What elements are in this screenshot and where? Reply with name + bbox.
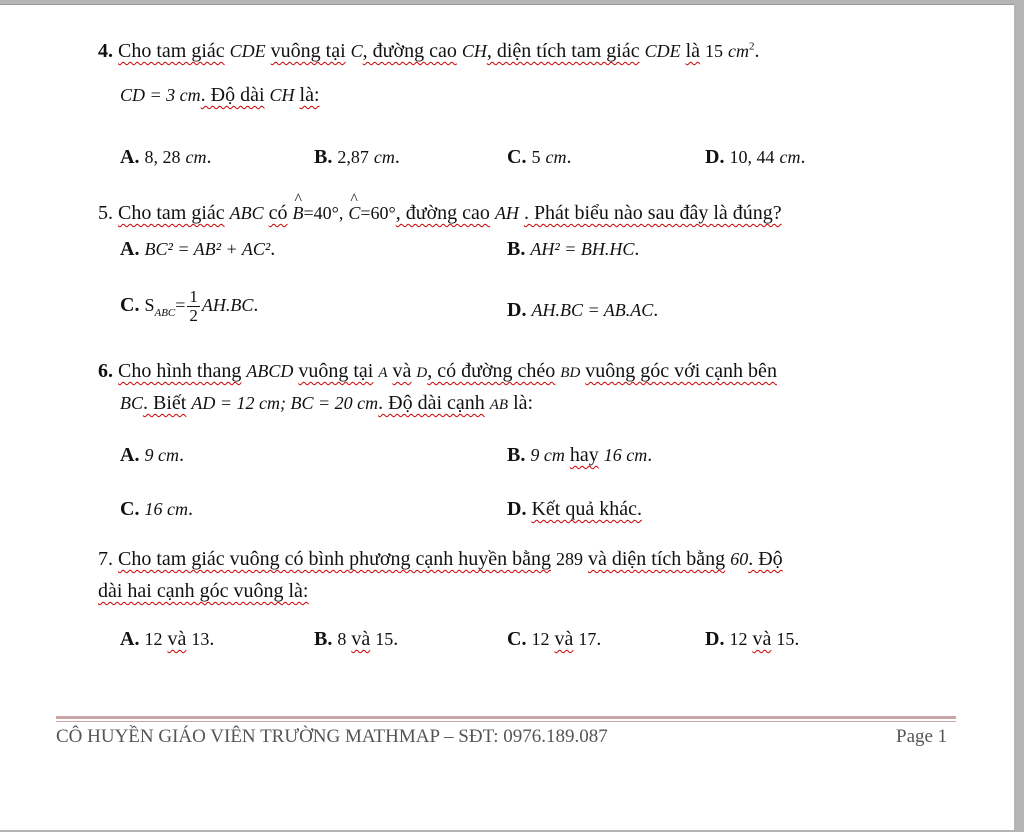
page-number: Page 1 <box>896 726 948 747</box>
q4-math: CH <box>269 85 295 105</box>
option-end: . <box>253 294 259 317</box>
option-letter: C. <box>120 294 140 317</box>
q6-text: vuông góc với cạnh bên <box>585 360 777 382</box>
option-value: S <box>144 295 155 316</box>
option-letter: A. <box>120 238 140 260</box>
q5-option-c[interactable] <box>120 288 258 325</box>
option-value: AH² = BH.HC <box>530 239 635 259</box>
q4-text: . Độ dài <box>200 84 265 106</box>
q4-text: vuông tại <box>270 40 346 62</box>
q5-text: , đường cao <box>395 202 490 224</box>
q4-text: , diện tích tam giác <box>486 40 640 62</box>
q6-text: , có đường chéo <box>427 360 556 382</box>
option-value: 12 <box>531 629 550 649</box>
option-value: BC² = AB² + AC² <box>144 239 271 259</box>
q6-math: AD = 12 cm; BC = 20 cm <box>191 393 379 413</box>
option-value: 15 <box>776 629 795 649</box>
q6-math: AB <box>489 397 509 413</box>
q7-option-c[interactable] <box>507 628 601 651</box>
option-end: . <box>187 498 193 520</box>
q6-text: . Biết <box>143 392 187 414</box>
option-value: 2,87 <box>337 147 369 167</box>
q7-math: 60 <box>730 549 749 569</box>
q6-line1 <box>98 360 777 383</box>
q4-math: CDE <box>229 41 266 61</box>
page-top-border <box>0 4 1014 5</box>
option-text: và <box>752 628 772 650</box>
option-letter: A. <box>120 444 140 466</box>
q4-number: 4. <box>98 40 113 62</box>
option-value: 17 <box>578 629 597 649</box>
q4-line1 <box>98 40 760 63</box>
q5-angle-c: ^ C <box>348 203 360 224</box>
option-value: AH.BC = AB.AC <box>531 300 654 320</box>
q6-math: D <box>416 365 428 381</box>
q7-math: 289 <box>556 549 583 569</box>
q6-text: là: <box>513 392 534 414</box>
q4-math: C <box>350 41 363 61</box>
fraction-numerator: 1 <box>189 287 198 306</box>
q6-text: . Độ dài cạnh <box>378 392 485 414</box>
option-unit: cm <box>545 147 567 167</box>
q5-text: Cho tam giác <box>118 202 225 224</box>
option-value: Kết quả khác. <box>531 498 642 520</box>
q5-option-b[interactable] <box>507 238 639 261</box>
option-end: . <box>394 146 400 168</box>
q5-number: 5. <box>98 202 113 224</box>
q6-text: và <box>392 360 412 382</box>
option-text: hay <box>569 444 599 466</box>
q6-option-b[interactable] <box>507 444 652 467</box>
option-end: . <box>178 444 184 466</box>
q4-option-c[interactable] <box>507 146 571 169</box>
option-end: . <box>209 628 215 650</box>
option-end: . <box>647 444 653 466</box>
q5-math: =60° <box>360 203 396 223</box>
q5-line1 <box>98 202 782 225</box>
option-value: 15 <box>375 629 394 649</box>
q5-text: . Phát biểu nào sau đây là đúng? <box>523 202 782 224</box>
q5-math: ABC <box>229 203 264 223</box>
q5-text: có <box>268 202 288 224</box>
q6-line2 <box>120 392 533 415</box>
q4-superscript: 2 <box>749 40 755 53</box>
q6-math: BC <box>120 393 144 413</box>
q4-text: . <box>754 40 760 62</box>
option-end: . <box>206 146 212 168</box>
option-letter: B. <box>507 444 526 466</box>
option-letter: A. <box>120 146 140 168</box>
option-letter: C. <box>507 146 527 168</box>
q4-text: là: <box>299 84 320 106</box>
option-end: . <box>596 628 602 650</box>
option-text: và <box>351 628 371 650</box>
q4-math: CD = 3 cm <box>120 85 201 105</box>
option-end: . <box>270 238 276 260</box>
option-value: 8, 28 <box>144 147 181 167</box>
option-value: 12 <box>144 629 163 649</box>
q6-number: 6. <box>98 360 113 382</box>
option-unit: cm <box>185 147 207 167</box>
q5-angle-b: ^ B <box>293 203 304 224</box>
window-edge <box>1014 0 1024 832</box>
option-letter: A. <box>120 628 140 650</box>
footer-rule-thick <box>56 716 956 719</box>
option-value: 8 <box>337 629 347 649</box>
q5-math: AH <box>494 203 519 223</box>
q4-text: là <box>685 40 701 62</box>
q7-text: Cho tam giác vuông có bình phương cạnh huyền bằng <box>118 548 551 570</box>
option-value: 13 <box>191 629 210 649</box>
option-letter: C. <box>120 498 140 520</box>
option-letter: C. <box>507 628 527 650</box>
option-subscript: ABC <box>154 307 176 320</box>
option-value: 16 cm <box>144 499 188 519</box>
q4-option-b[interactable] <box>314 146 400 169</box>
option-letter: D. <box>705 146 725 168</box>
q5-option-d[interactable] <box>507 299 658 322</box>
q7-option-a[interactable] <box>120 628 214 651</box>
option-value: = <box>175 295 186 316</box>
q6-math: A <box>378 365 388 381</box>
fraction-denominator: 2 <box>189 306 198 325</box>
q7-option-d[interactable] <box>705 628 799 651</box>
option-letter: B. <box>314 628 333 650</box>
option-unit: cm <box>373 147 395 167</box>
q7-text: . Độ <box>748 548 783 570</box>
option-end: . <box>393 628 399 650</box>
option-letter: D. <box>507 498 527 520</box>
q6-option-d[interactable] <box>507 498 642 521</box>
footer-rule-thin <box>56 721 956 722</box>
q6-text: vuông tại <box>298 360 374 382</box>
q4-line2 <box>120 84 320 107</box>
q6-option-c[interactable] <box>120 498 193 521</box>
q6-math: BD <box>560 365 581 381</box>
option-end: . <box>794 628 800 650</box>
option-letter: D. <box>705 628 725 650</box>
q5-option-a[interactable] <box>120 238 275 261</box>
fraction-one-half <box>187 288 200 325</box>
q4-math: cm <box>728 41 750 61</box>
q4-math: CDE <box>644 41 681 61</box>
q7-number: 7. <box>98 548 113 570</box>
option-end: . <box>634 238 640 260</box>
q4-text: Cho tam giác <box>118 40 225 62</box>
q4-text: , đường cao <box>362 40 457 62</box>
option-value: 9 cm <box>530 445 565 465</box>
q4-option-a[interactable] <box>120 146 211 169</box>
q4-math: 15 <box>705 41 724 61</box>
option-end: . <box>653 299 659 321</box>
q7-option-b[interactable] <box>314 628 398 651</box>
q7-line1 <box>98 548 783 571</box>
option-value: AH.BC <box>201 295 254 316</box>
option-value: 16 cm <box>603 445 648 465</box>
option-text: và <box>167 628 187 650</box>
q7-text: dài hai cạnh góc vuông là: <box>98 580 309 602</box>
q7-line2 <box>98 580 309 603</box>
option-end: . <box>800 146 806 168</box>
q6-math: ABCD <box>246 361 294 381</box>
option-letter: B. <box>507 238 526 260</box>
option-letter: B. <box>314 146 333 168</box>
option-unit: cm <box>779 147 801 167</box>
q6-text: Cho hình thang <box>118 360 242 382</box>
option-value: 10, 44 <box>729 147 775 167</box>
footer-text: CÔ HUYỀN GIÁO VIÊN TRƯỜNG MATHMAP – SĐT: 0976.189.087 <box>56 726 608 747</box>
option-text: và <box>554 628 574 650</box>
option-end: . <box>566 146 572 168</box>
document-page <box>0 4 1014 830</box>
q7-text: và diện tích bằng <box>588 548 726 570</box>
q5-math: =40°, <box>303 203 344 223</box>
q4-math: CH <box>461 41 487 61</box>
q6-option-a[interactable] <box>120 444 184 467</box>
q4-option-d[interactable] <box>705 146 805 169</box>
option-value: 12 <box>729 629 748 649</box>
option-letter: D. <box>507 299 527 321</box>
option-value: 5 <box>531 147 541 167</box>
option-value: 9 cm <box>144 445 179 465</box>
